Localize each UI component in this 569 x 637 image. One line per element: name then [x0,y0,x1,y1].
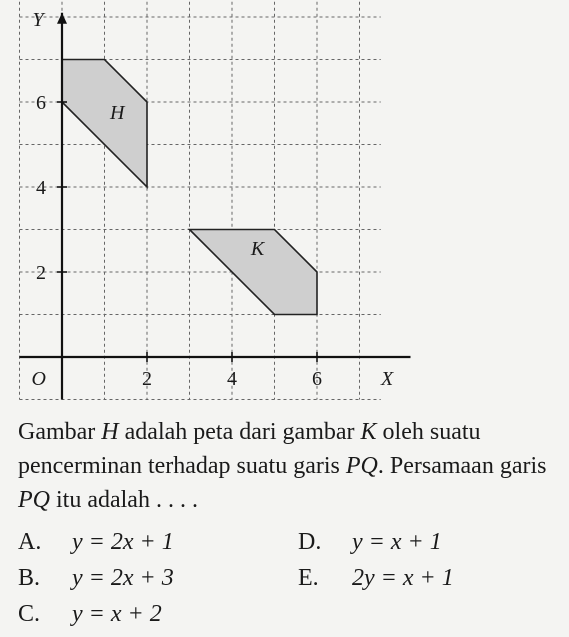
y-axis-label: Y [32,9,44,32]
x-axis-label: X [381,368,394,390]
option-expr: y = x + 2 [72,601,162,627]
shape-h [62,60,147,188]
x-tick-label: 2 [142,368,152,390]
x-tick-label: 4 [227,368,237,390]
option-letter: D. [298,529,322,555]
shape-label-h: H [110,102,125,124]
option-a[interactable] [18,527,174,557]
shape-label-k: K [250,238,265,260]
option-expr: y = x + 1 [352,529,442,555]
x-tick-label: 6 [312,368,322,390]
option-c[interactable] [18,599,162,629]
option-expr: y = 2x + 3 [72,565,174,591]
option-letter: A. [18,529,42,555]
question-text: Gambar H adalah peta dari gambar K oleh suatu pencerminan terhadap suatu garis PQ. Persamaan garis PQ itu adalah . . . . [18,419,547,513]
option-letter: E. [298,565,319,591]
option-e[interactable] [298,563,454,593]
y-tick-label: 6 [36,92,46,114]
option-expr: 2y = x + 1 [352,565,454,591]
option-letter: C. [18,601,41,627]
y-tick-label: 4 [36,177,46,199]
option-d[interactable] [298,527,442,557]
option-letter: B. [18,565,41,591]
y-axis-arrow [57,13,67,24]
origin-label: O [31,368,46,390]
y-tick-label: 2 [36,262,46,284]
option-expr: y = 2x + 1 [72,529,174,555]
option-b[interactable] [18,563,174,593]
